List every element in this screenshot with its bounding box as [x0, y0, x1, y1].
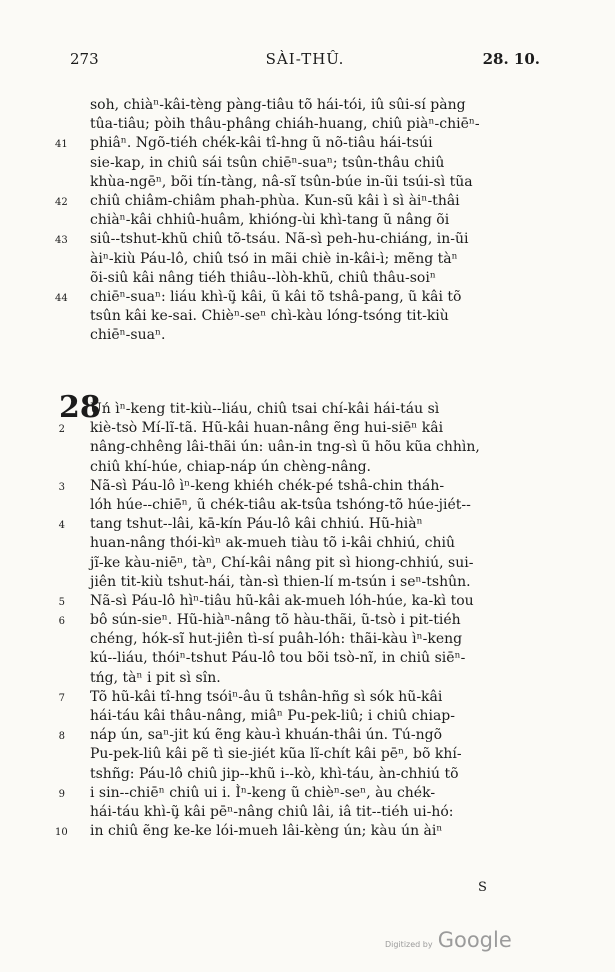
text-line [58, 515, 540, 534]
verse-number: 43 [55, 235, 68, 247]
text-block-ch28 [55, 390, 540, 841]
line-text: chiû chiâm-chiâm phah-phùa. Kun-sũ kâi ì sì àiⁿ-thâi [90, 192, 460, 209]
verse-number: 10 [55, 827, 68, 839]
text-line [55, 822, 540, 841]
text-line [90, 115, 540, 134]
line-text: soh, chiàⁿ-kâi-tèng pàng-tiâu tõ hái-tói, iû sûi-sí pàng [90, 97, 466, 113]
text-line [90, 554, 540, 573]
text-line [90, 269, 540, 288]
line-text: chéng, hók-sĩ hut-jiên tì-sí puâh-lóh: thãi-kàu ìⁿ-keng [90, 631, 463, 648]
text-line [58, 592, 540, 611]
line-text: Pu-pek-liû kâi pẽ tì sie-jiét kũa lĩ-chít kâi pēⁿ, bõ khí- [90, 746, 462, 763]
chapter-verse-ref: 28. 10. [482, 50, 540, 68]
text-line [90, 96, 540, 115]
text-line [90, 573, 540, 592]
text-line [90, 400, 540, 419]
verse-number: 41 [55, 139, 68, 151]
line-text: chiû khí-húe, chiap-náp ún chèng-nâng. [90, 458, 372, 475]
verse-number: 6 [58, 616, 65, 628]
line-text: kiè-tsò Mí-lĩ-tã. Hũ-kâi huan-nâng ẽng hui-siēⁿ kâi [90, 420, 444, 437]
text-line [90, 250, 540, 269]
line-text: Nã-sì Páu-lô ìⁿ-keng khiéh chék-pé tshâ-chin tháh- [90, 477, 445, 494]
line-text: i sin--chiēⁿ chiû ui i. Ìⁿ-keng ũ chièⁿ-seⁿ, àu chék- [90, 784, 436, 801]
line-text: khùa-ngēⁿ, bõi tín-tàng, nâ-sĩ tsûn-búe in-ũi tsúi-sì tũa [90, 173, 473, 190]
verse-number: 3 [58, 481, 65, 493]
text-line [90, 707, 540, 726]
text-line [58, 419, 540, 438]
text-line [55, 134, 540, 153]
text-line [58, 784, 540, 803]
watermark [385, 928, 512, 952]
line-text: chiàⁿ-kâi chhiû-huâm, khióng-ùi khì-tang ũ nâng õi [90, 212, 450, 229]
line-text: chiēⁿ-suaⁿ. [90, 327, 166, 344]
line-text: tńg, tàⁿ i pit sì sîn. [90, 669, 221, 686]
verse-number: 44 [55, 292, 68, 304]
text-line [90, 534, 540, 553]
text-line [55, 288, 540, 307]
text-line [55, 192, 540, 211]
text-line [58, 726, 540, 745]
text-line [90, 765, 540, 784]
verse-number: 2 [58, 424, 65, 436]
text-line [90, 307, 540, 326]
line-text: àiⁿ-kiù Páu-lô, chiû tsó in mãi chiè in-kâi-ì; mẽng tàⁿ [90, 250, 458, 267]
text-line [90, 154, 540, 173]
verse-number: 5 [58, 596, 65, 608]
line-text: Nã-sì Páu-lô hìⁿ-tiâu hũ-kâi ak-mueh lóh-húe, ka-kì tou [90, 592, 474, 609]
text-line [90, 438, 540, 457]
text-line [90, 326, 540, 345]
line-text: sie-kap, in chiû sái tsûn chiēⁿ-suaⁿ; tsûn-thâu chiû [90, 154, 445, 171]
line-text: hái-táu khì-ũ̧ kâi pēⁿ-nâng chiû lâi, iâ tit--tiéh ui-hó: [90, 803, 454, 820]
line-text: hái-táu kâi thâu-nâng, miâⁿ Pu-pek-liû; i chiû chiap- [90, 708, 455, 724]
line-text: tsûn kâi ke-sai. Chièⁿ-seⁿ chì-kàu lóng-tsóng tit-kiù [90, 308, 449, 325]
line-text: chiēⁿ-suaⁿ: liáu khì-ũ̧ kâi, ũ kâi tõ tshâ-pang, ũ kâi tõ [90, 288, 462, 305]
line-text: huan-nâng thói-kìⁿ ak-mueh tiàu tõ i-kâi chhiú, chiû [90, 535, 456, 552]
line-text: tshñg: Páu-lô chiû jip--khũ i--kò, khì-táu, àn-chhiú tõ [90, 765, 459, 782]
text-line [90, 458, 540, 477]
text-block-ch27-end [55, 96, 540, 345]
text-line [90, 649, 540, 668]
text-line [90, 630, 540, 649]
chapter-number: 28 [59, 390, 101, 425]
verse-number: 7 [58, 692, 65, 704]
line-text: in chiû ẽng ke-ke lói-mueh lâi-kèng ún; kàu ún àiⁿ [90, 823, 443, 840]
verse-number: 9 [58, 788, 65, 800]
text-line [55, 230, 540, 249]
line-text: Tõ hũ-kâi tî-hng tsóiⁿ-âu ũ tshân-hñg sì sók hũ-kâi [90, 688, 443, 705]
line-text: jiên tit-kiù tshut-hái, tàn-sì thien-lí m-tsún i seⁿ-tshûn. [90, 573, 471, 590]
line-text: bô sún-sieⁿ. Hũ-hiàⁿ-nâng tõ hàu-thãi, ũ-tsò i pit-tiéh [90, 612, 461, 629]
running-title: SÀI-THÛ. [265, 50, 345, 68]
verse-number: 4 [58, 520, 65, 532]
line-text: Uń ìⁿ-keng tit-kiù--liáu, chiû tsai chí-kâi hái-táu sì [90, 401, 440, 417]
verse-number: 42 [55, 196, 68, 208]
signature-mark: S [478, 880, 487, 895]
page-header [70, 50, 540, 72]
watermark-prefix: Digitized by [385, 940, 433, 949]
line-text: náp ún, saⁿ-jit kú ẽng kàu-ì khuán-thâi ún. Tú-ngõ [90, 727, 443, 744]
line-text: tang tshut--lâi, kā-kín Páu-lô kâi chhiú. Hũ-hiàⁿ [90, 516, 423, 533]
text-line [58, 688, 540, 707]
line-text: kú--liáu, thóiⁿ-tshut Páu-lô tou bõi tsò-nĩ, in chiû siēⁿ- [90, 650, 466, 667]
text-line [90, 496, 540, 515]
text-line [90, 211, 540, 230]
line-text: õi-siû kâi nâng tiéh thiâu--lòh-khũ, chiû thâu-soiⁿ [90, 269, 436, 286]
line-text: lóh húe--chiēⁿ, ũ chék-tiâu ak-tsûa tshóng-tõ húe-jiét-- [90, 496, 471, 513]
line-text: nâng-chhêng lâi-thãi ún: uân-in tng-sì ũ hõu kũa chhìn, [90, 439, 480, 456]
text-line [90, 173, 540, 192]
text-line [90, 803, 540, 822]
text-line [58, 611, 540, 630]
line-text: siû--tshut-khũ chiû tõ-tsáu. Nã-sì peh-hu-chiáng, in-ũi [90, 231, 469, 248]
line-text: tûa-tiâu; pòih thâu-phâng chiáh-huang, chiû piàⁿ-chiēⁿ- [90, 116, 480, 133]
text-line [90, 669, 540, 688]
verse-number: 8 [58, 731, 65, 743]
page-number: 273 [70, 50, 99, 68]
text-line [58, 477, 540, 496]
text-line [90, 745, 540, 764]
google-logo: Google [437, 928, 512, 952]
line-text: phiâⁿ. Ngõ-tiéh chék-kâi tî-hng ũ nõ-tiâu hái-tsúi [90, 135, 433, 152]
line-text: jĩ-ke kàu-niēⁿ, tàⁿ, Chí-kâi nâng pit sì hiong-chhiú, sui- [90, 554, 474, 571]
